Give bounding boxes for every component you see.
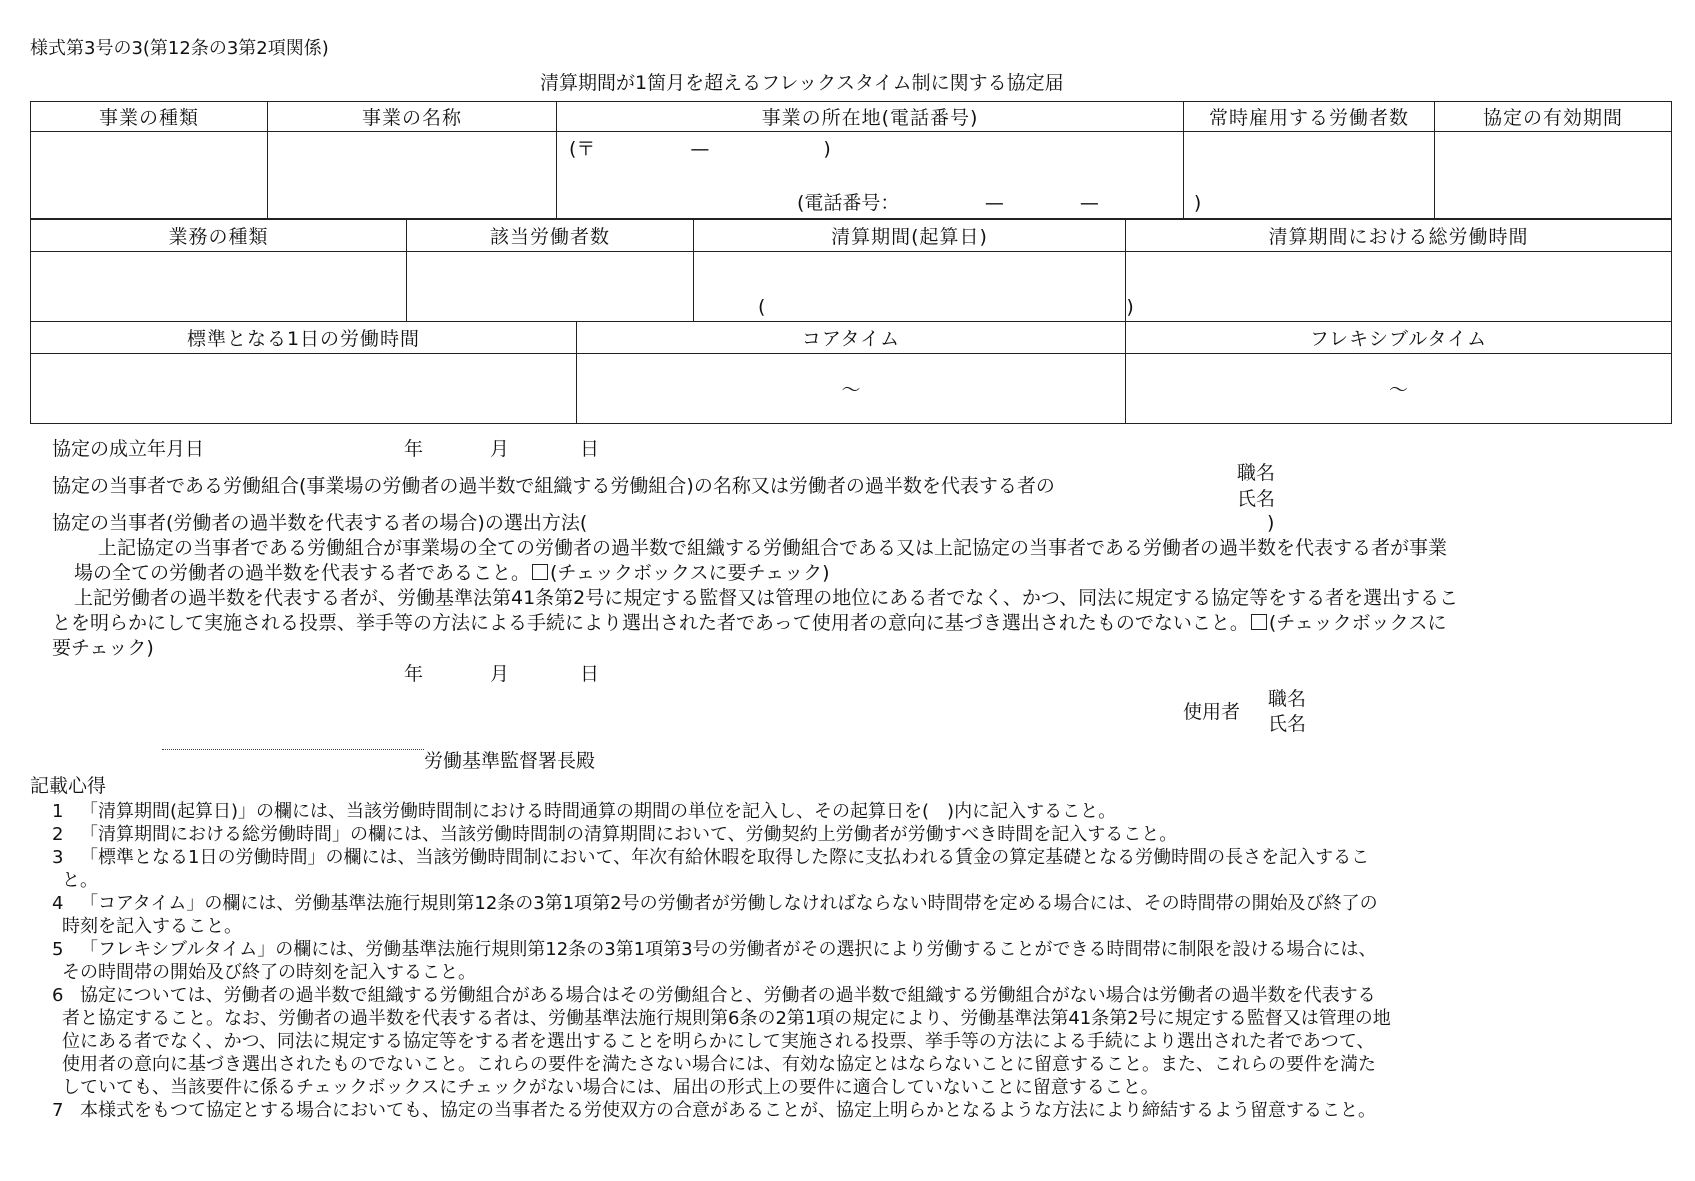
date-month-label: 月 [490, 663, 510, 685]
selection-method-close: ) [1267, 512, 1275, 534]
employer-title-label: 職名 [1268, 688, 1307, 710]
flexible-time-tilde: ～ [1388, 379, 1408, 401]
check1-line2 [74, 564, 830, 583]
employee-count-field[interactable] [1184, 132, 1435, 219]
notes-heading: 記載心得 [30, 775, 107, 797]
check2-line2-text: とを明らかにして実施される投票、挙手等の方法による手続により選出された者であって使用者の意向に基づき選出されたものでないこと。 [52, 612, 1249, 634]
established-day-label: 日 [580, 438, 600, 460]
time-table [30, 321, 1672, 424]
business-name-field[interactable] [268, 132, 557, 219]
header-business-type: 事業の種類 [31, 102, 268, 132]
form-title: 清算期間が1箇月を超えるフレックスタイム制に関する協定届 [540, 72, 1064, 94]
note-text-line: 「フレキシブルタイム」の欄には、労働基準法施行規則第12条の3第1項第3号の労働者がその選択により労働することができる時間帯に制限を設ける場合には、 [80, 939, 1377, 960]
postal-code-placeholder: (〒 — ) [569, 138, 831, 160]
note-number: 5 [52, 939, 64, 960]
header-work-type: 業務の種類 [31, 220, 407, 252]
applicable-workers-field[interactable] [407, 252, 694, 322]
header-employee-count: 常時雇用する労働者数 [1184, 102, 1435, 132]
establishment-table [30, 101, 1672, 219]
note-text-line: 位にある者でなく、かつ、同法に規定する協定等をする者を選出することを明らかにして実施される投票、挙手等の方法による手続により選出された者であつて、 [62, 1031, 1375, 1052]
note-number: 3 [52, 847, 64, 868]
work-table [30, 219, 1672, 322]
note-text-line: 「清算期間における総労働時間」の欄には、当該労働時間制の清算期間において、労働契約上労働者が労働すべき時間を記入すること。 [80, 824, 1178, 845]
established-month-label: 月 [490, 438, 510, 460]
check2-line2-note: (チェックボックスに [1268, 612, 1447, 634]
note-text-line: していても、当該要件に係るチェックボックスにチェックがない場合には、届出の形式上の要件に適合していないことに留意すること。 [62, 1077, 1159, 1098]
header-total-working-hours: 清算期間における総労働時間 [1126, 220, 1672, 252]
checkbox-1[interactable] [532, 564, 548, 580]
check2-line1: 上記労働者の過半数を代表する者が、労働基準法第41条第2号に規定する監督又は管理の地位にある者でなく、かつ、同法に規定する協定等をする者を選出するこ [74, 587, 1459, 609]
employer-label: 使用者 [1183, 701, 1241, 723]
flexible-time-field[interactable] [1126, 354, 1672, 424]
note-text-line: 使用者の意向に基づき選出されたものでないこと。これらの要件を満たさない場合には、有効な協定とはならないことに留意すること。また、これらの要件を満た [62, 1054, 1376, 1075]
header-applicable-workers: 該当労働者数 [407, 220, 694, 252]
core-time-tilde: ～ [841, 379, 861, 401]
note-number: 4 [52, 893, 64, 914]
start-date-placeholder: ( ) [758, 296, 1134, 318]
note-text-line: その時間帯の開始及び終了の時刻を記入すること。 [62, 962, 476, 983]
labor-office-label: 労働基準監督署長殿 [424, 750, 596, 772]
date-day-label: 日 [580, 663, 600, 685]
check2-line3: 要チェック) [52, 637, 154, 659]
header-standard-hours: 標準となる1日の労働時間 [31, 322, 577, 354]
employer-name-label: 氏名 [1268, 713, 1307, 735]
note-text-line: 協定については、労働者の過半数で組織する労働組合がある場合はその労働組合と、労働者の過半数で組織する労働組合がない場合は労働者の過半数を代表する [80, 985, 1376, 1006]
office-name-field[interactable] [162, 749, 424, 750]
total-working-hours-field[interactable] [1126, 252, 1672, 322]
note-text-line: と。 [62, 870, 98, 891]
header-business-name: 事業の名称 [268, 102, 557, 132]
established-year-label: 年 [404, 438, 424, 460]
header-settlement-period: 清算期間(起算日) [694, 220, 1126, 252]
check1-line1: 上記協定の当事者である労働組合が事業場の全ての労働者の過半数で組織する労働組合である又は上記協定の当事者である労働者の過半数を代表する者が事業 [98, 537, 1448, 559]
note-text-line: 本様式をもつて協定とする場合においても、協定の当事者たる労使双方の合意があることが、協定上明らかとなるような方法により締結するよう留意すること。 [80, 1100, 1376, 1121]
note-text-line: 「コアタイム」の欄には、労働基準法施行規則第12条の3第1項第2号の労働者が労働しなければならない時間帯を定める場合には、その時間帯の開始及び終了の [80, 893, 1378, 914]
check2-line2 [52, 614, 1446, 633]
header-business-location: 事業の所在地(電話番号) [557, 102, 1184, 132]
standard-hours-field[interactable] [31, 354, 577, 424]
check1-line2-text: 場の全ての労働者の過半数を代表する者であること。 [74, 562, 531, 584]
note-text-line: 「標準となる1日の労働時間」の欄には、当該労働時間制において、年次有給休暇を取得した際に支払われる賃金の算定基礎となる労働時間の長さを記入するこ [80, 847, 1370, 868]
form-id: 様式第3号の3(第12条の3第2項関係) [30, 38, 329, 59]
work-type-field[interactable] [31, 252, 407, 322]
note-text-line: 時刻を記入すること。 [62, 916, 242, 937]
core-time-field[interactable] [577, 354, 1126, 424]
party-text: 協定の当事者である労働組合(事業場の労働者の過半数で組織する労働組合)の名称又は労働者の過半数を代表する者の [52, 475, 1055, 497]
party-title-label: 職名 [1237, 462, 1276, 484]
settlement-period-field[interactable] [694, 252, 1134, 322]
header-core-time: コアタイム [577, 322, 1126, 354]
date-year-label: 年 [404, 663, 424, 685]
note-number: 2 [52, 824, 64, 845]
business-type-field[interactable] [31, 132, 268, 219]
party-name-label: 氏名 [1237, 488, 1276, 510]
note-number: 6 [52, 985, 64, 1006]
note-text-line: 「清算期間(起算日)」の欄には、当該労働時間制における時間通算の期間の単位を記入し、その起算日を( )内に記入すること。 [80, 801, 1117, 822]
header-validity-period: 協定の有効期間 [1435, 102, 1672, 132]
checkbox-2[interactable] [1251, 614, 1267, 630]
note-number: 1 [52, 801, 64, 822]
selection-method-text: 協定の当事者(労働者の過半数を代表する者の場合)の選出方法( [52, 512, 588, 534]
established-date-label: 協定の成立年月日 [52, 438, 205, 460]
note-text-line: 者と協定すること。なお、労働者の過半数を代表する者は、労働基準法施行規則第6条の2第1項の規定により、労働基準法第41条第2号に規定する監督又は管理の地 [62, 1008, 1391, 1029]
phone-placeholder: (電話番号： — — ) [797, 192, 1202, 214]
check1-line2-note: (チェックボックスに要チェック) [550, 562, 830, 584]
header-flexible-time: フレキシブルタイム [1126, 322, 1672, 354]
validity-period-field[interactable] [1435, 132, 1672, 219]
business-location-field[interactable] [557, 132, 1202, 219]
note-number: 7 [52, 1100, 64, 1121]
